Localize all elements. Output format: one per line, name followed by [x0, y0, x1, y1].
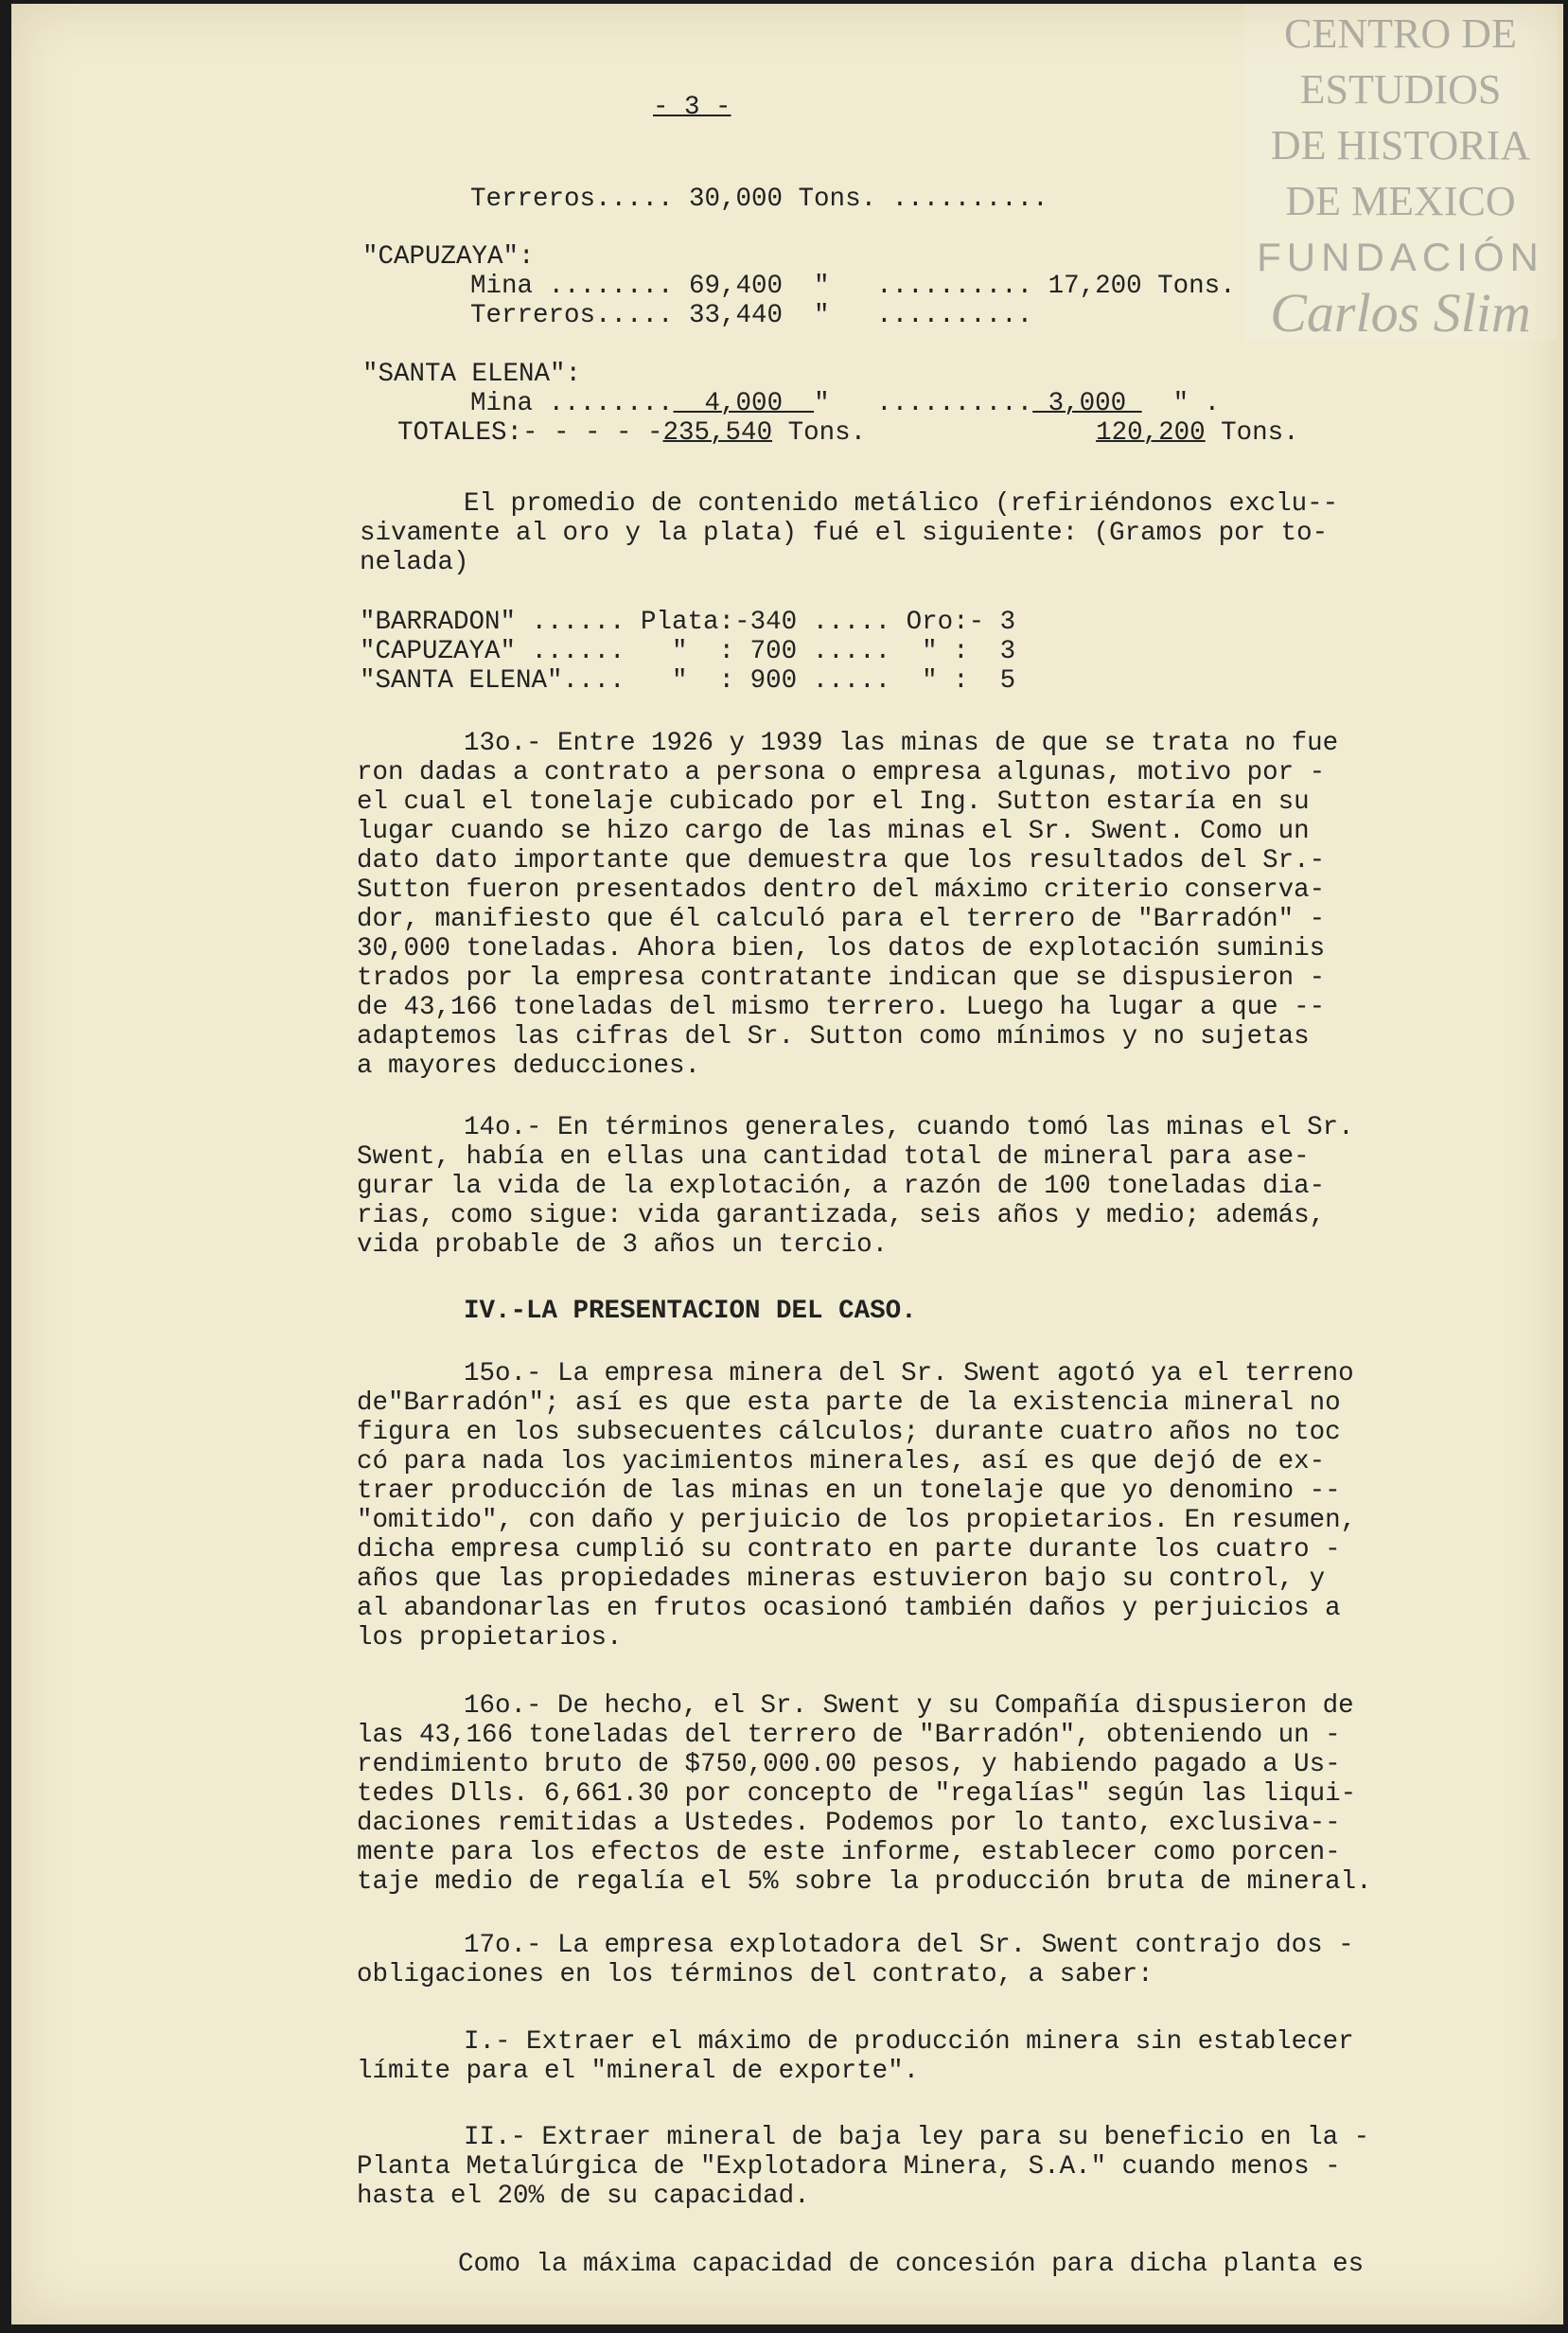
text-line: dor, manifiesto que él calculó para el terrero de "Barradón" - — [357, 905, 1326, 934]
table-cell: 4,000 — [673, 389, 815, 418]
text-line: taje medio de regalía el 5% sobre la producción bruta de mineral. — [357, 1867, 1372, 1897]
text-line: I.- Extraer el máximo de producción minera sin establecer — [464, 2027, 1354, 2057]
text-line: rendimiento bruto de $750,000.00 pesos, y habiendo pagado a Us- — [357, 1750, 1341, 1779]
table-cell: Tons. — [1205, 418, 1299, 448]
table-line: "CAPUZAYA" ...... " : 700 ..... " : 3 — [360, 637, 1016, 666]
text-line: hasta el 20% de su capacidad. — [357, 2182, 810, 2211]
table-line: "SANTA ELENA": — [362, 360, 582, 389]
watermark-line: FUNDACIÓN — [1257, 235, 1544, 279]
text-line: ron dadas a contrato a persona o empresa algunas, motivo por - — [357, 758, 1326, 787]
table-cell: 3,000 — [1032, 389, 1142, 418]
text-line: sivamente al oro y la plata) fué el siguiente: (Gramos por to- — [360, 519, 1329, 548]
text-line: 17o.- La empresa explotadora del Sr. Swent contrajo dos - — [464, 1931, 1354, 1960]
table-cell: " .......... — [814, 389, 1033, 418]
table-cell: " . — [1141, 389, 1221, 418]
text-line: Sutton fueron presentados dentro del máximo criterio conserva- — [357, 875, 1326, 905]
table-cell: 235,540 — [662, 418, 773, 448]
text-line: rias, como sigue: vida garantizada, seis años y medio; además, — [357, 1201, 1326, 1230]
text-line: adaptemos las cifras del Sr. Sutton como mínimos y no sujetas — [357, 1022, 1310, 1052]
text-line: 15o.- La empresa minera del Sr. Swent agotó ya el terreno — [464, 1359, 1354, 1388]
text-line: figura en los subsecuentes cálculos; durante cuatro años no toc — [357, 1418, 1341, 1447]
text-line: trados por la empresa contratante indican que se dispusieron - — [357, 963, 1326, 993]
text-line: 16o.- De hecho, el Sr. Swent y su Compañía dispusieron de — [464, 1691, 1354, 1721]
text-line: 30,000 toneladas. Ahora bien, los datos de explotación suminis — [357, 934, 1326, 963]
text-line: tedes Dlls. 6,661.30 por concepto de "regalías" según las liqui- — [357, 1779, 1357, 1809]
watermark-line: CENTRO DE — [1284, 10, 1517, 57]
text-line: II.- Extraer mineral de baja ley para su beneficio en la - — [464, 2123, 1370, 2152]
table-cell: Mina ........ — [470, 389, 674, 418]
text-line: 13o.- Entre 1926 y 1939 las minas de que se trata no fue — [464, 729, 1339, 758]
watermark-signature: Carlos Slim — [1270, 282, 1531, 344]
table-cell: Tons. — [772, 418, 867, 448]
watermark-line: DE MEXICO — [1285, 178, 1516, 224]
text-line: dato dato importante que demuestra que los resultados del Sr.- — [357, 846, 1326, 875]
archive-watermark — [1244, 6, 1557, 344]
text-line: obligaciones en los términos del contrato, a saber: — [357, 1960, 1154, 1989]
table-line: "SANTA ELENA".... " : 900 ..... " : 5 — [360, 666, 1016, 696]
watermark-line: ESTUDIOS — [1299, 66, 1502, 113]
text-line: có para nada los yacimientos minerales, así es que dejó de ex- — [357, 1447, 1326, 1476]
page-number: - 3 - — [653, 93, 731, 122]
text-line: 14o.- En términos generales, cuando tomó las minas el Sr. — [464, 1113, 1354, 1142]
text-line: daciones remitidas a Ustedes. Podemos por lo tanto, exclusiva-- — [357, 1809, 1341, 1838]
table-line: "BARRADON" ...... Plata:-340 ..... Oro:- 3 — [360, 608, 1016, 637]
table-cell: 120,200 — [1096, 418, 1206, 448]
text-line: años que las propiedades mineras estuvieron bajo su control, y — [357, 1564, 1326, 1594]
text-line: nelada) — [360, 548, 469, 577]
text-line: al abandonarlas en frutos ocasionó también daños y perjuicios a — [357, 1594, 1341, 1623]
watermark-line: DE HISTORIA — [1270, 122, 1531, 168]
table-line: "CAPUZAYA": — [362, 242, 535, 272]
text-line: de"Barradón"; así es que esta parte de la existencia mineral no — [357, 1388, 1341, 1418]
text-line: límite para el "mineral de exporte". — [357, 2057, 920, 2086]
table-line: Terreros..... 33,440 " .......... — [470, 301, 1033, 330]
text-line: "omitido", con daño y perjuicio de los propietarios. En resumen, — [357, 1506, 1357, 1535]
text-line: el cual el tonelaje cubicado por el Ing. Sutton estaría en su — [357, 787, 1310, 817]
text-line: mente para los efectos de este informe, establecer como porcen- — [357, 1838, 1341, 1867]
text-line: lugar cuando se hizo cargo de las minas el Sr. Swent. Como un — [357, 817, 1310, 846]
table-line: Mina ........ 69,400 " .......... 17,200 Tons. — [470, 272, 1236, 301]
section-heading: IV.-LA PRESENTACION DEL CASO. — [464, 1297, 917, 1326]
text-line: a mayores deducciones. — [357, 1052, 701, 1081]
text-line: de 43,166 toneladas del mismo terrero. Luego ha lugar a que -- — [357, 993, 1326, 1022]
text-line: dicha empresa cumplió su contrato en parte durante los cuatro - — [357, 1535, 1341, 1564]
table-line — [470, 389, 1220, 418]
text-line: Como la máxima capacidad de concesión para dicha planta es — [458, 2250, 1365, 2279]
text-line: los propietarios. — [357, 1623, 623, 1653]
table-line: Terreros..... 30,000 Tons. .......... — [470, 185, 1048, 214]
text-line: Swent, había en ellas una cantidad total de mineral para ase- — [357, 1142, 1310, 1172]
table-cell: TOTALES:- - - - - — [397, 418, 663, 448]
totals-line — [397, 418, 1299, 448]
text-line: las 43,166 toneladas del terrero de "Barradón", obteniendo un - — [357, 1721, 1341, 1750]
text-line: vida probable de 3 años un tercio. — [357, 1230, 889, 1260]
text-line: Planta Metalúrgica de "Explotadora Minera, S.A." cuando menos - — [357, 2152, 1341, 2182]
text-line: gurar la vida de la explotación, a razón de 100 toneladas dia- — [357, 1172, 1326, 1201]
text-line: traer producción de las minas en un tonelaje que yo denomino -- — [357, 1476, 1341, 1506]
text-line: El promedio de contenido metálico (refiriéndonos exclu-- — [464, 489, 1339, 519]
